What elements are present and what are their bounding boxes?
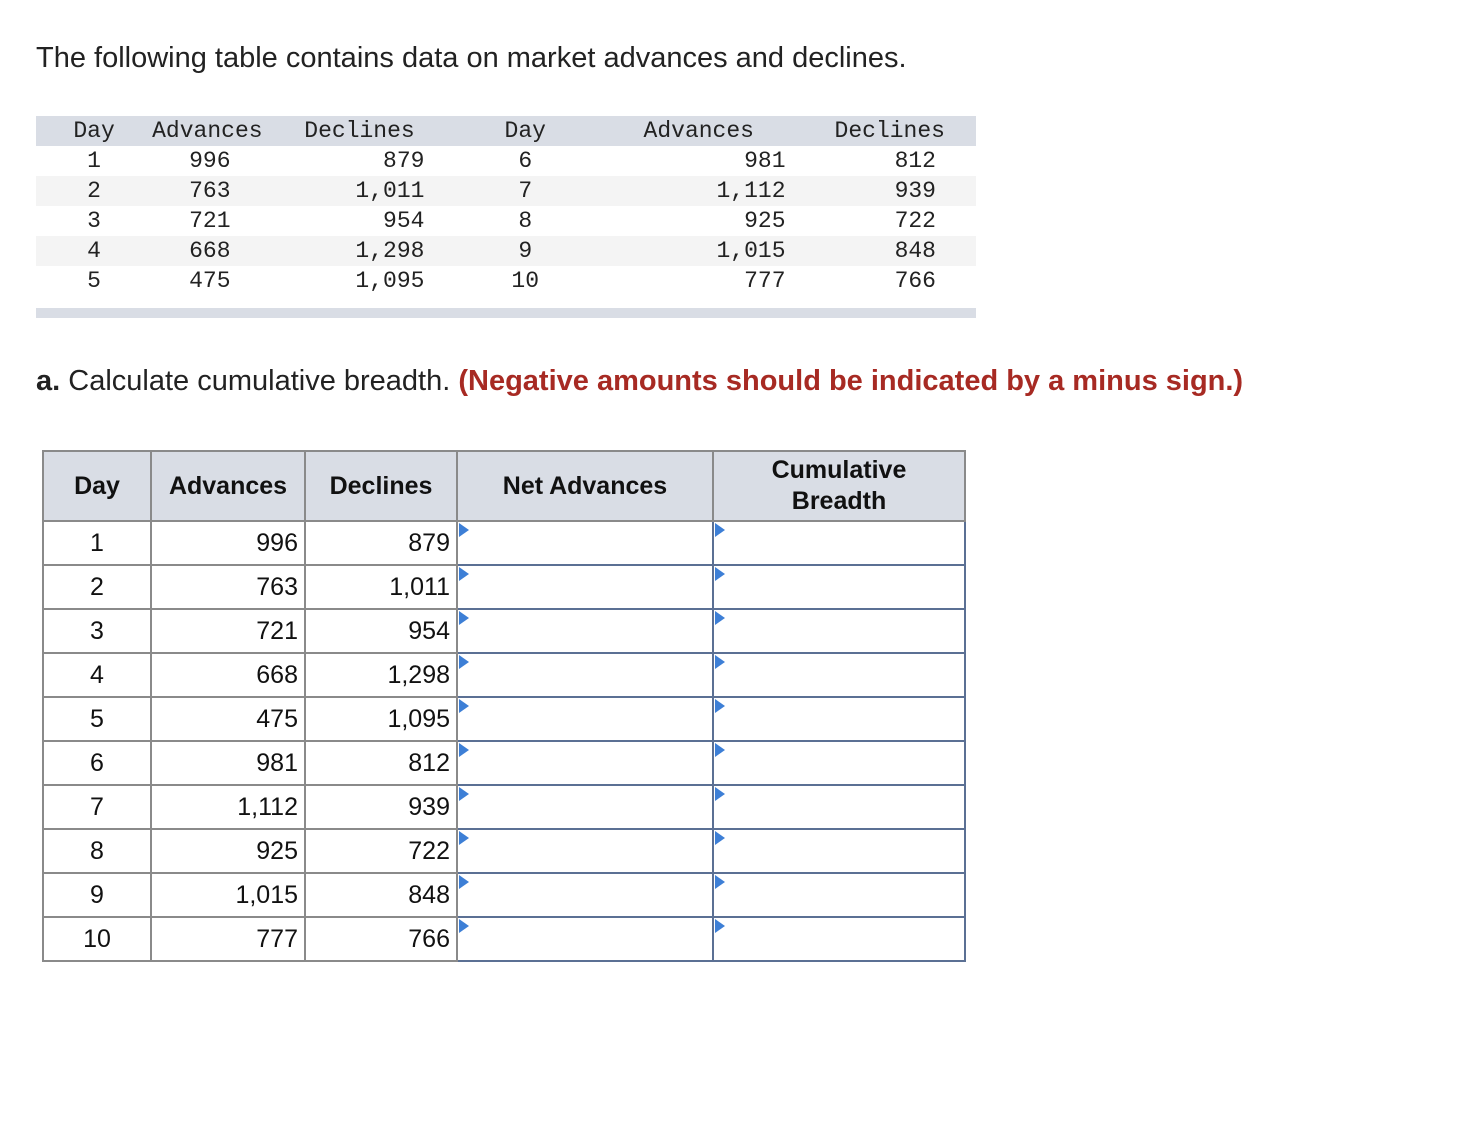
answer-row — [43, 609, 965, 653]
answer-marker-icon — [459, 611, 469, 625]
data-header-declines-2: Declines — [834, 118, 945, 144]
data-cell-declines: 722 — [894, 208, 936, 234]
answer-marker-icon — [459, 743, 469, 757]
answer-row — [43, 653, 965, 697]
data-cell-advances: 668 — [189, 238, 231, 264]
answer-marker-icon — [459, 831, 469, 845]
data-cell-advances: 981 — [744, 148, 786, 174]
answer-marker-icon — [715, 831, 725, 845]
answer-marker-icon — [459, 567, 469, 581]
answer-table — [42, 450, 966, 962]
answer-cell-declines: 722 — [305, 829, 457, 873]
answer-cell-day: 5 — [43, 697, 151, 741]
answer-cell-declines: 1,095 — [305, 697, 457, 741]
answer-cell-day: 4 — [43, 653, 151, 697]
net-advances-input-cell — [457, 917, 713, 961]
answer-marker-icon — [459, 655, 469, 669]
data-cell-advances: 996 — [189, 148, 231, 174]
answer-row — [43, 521, 965, 565]
net-advances-input[interactable] — [458, 523, 712, 563]
net-advances-input-cell — [457, 873, 713, 917]
answer-row — [43, 741, 965, 785]
answer-cell-declines: 848 — [305, 873, 457, 917]
answer-cell-day: 6 — [43, 741, 151, 785]
answer-cell-declines: 879 — [305, 521, 457, 565]
answer-cell-day: 2 — [43, 565, 151, 609]
net-advances-input[interactable] — [458, 919, 712, 959]
answer-cell-advances: 668 — [151, 653, 305, 697]
net-advances-input[interactable] — [458, 655, 712, 695]
data-table-row — [36, 176, 976, 206]
data-header-day-2: Day — [504, 118, 546, 144]
answer-cell-day: 3 — [43, 609, 151, 653]
answer-cell-day: 7 — [43, 785, 151, 829]
data-header-advances-1: Advances — [152, 118, 263, 144]
answer-header-advances: Advances — [151, 451, 305, 521]
answer-header-day: Day — [43, 451, 151, 521]
cumulative-breadth-input[interactable] — [714, 875, 964, 915]
answer-header-row — [43, 451, 965, 521]
data-cell-declines: 1,011 — [355, 178, 425, 204]
data-cell-advances: 475 — [189, 268, 231, 294]
answer-cell-declines: 766 — [305, 917, 457, 961]
answer-marker-icon — [715, 743, 725, 757]
data-cell-declines: 1,095 — [355, 268, 425, 294]
cumulative-breadth-input[interactable] — [714, 567, 964, 607]
data-cell-advances: 925 — [744, 208, 786, 234]
answer-marker-icon — [715, 567, 725, 581]
answer-marker-icon — [715, 523, 725, 537]
cumulative-breadth-input-cell — [713, 829, 965, 873]
answer-header-cumulative-breadth: Cumulative Breadth — [713, 451, 965, 521]
answer-cell-declines: 954 — [305, 609, 457, 653]
data-header-declines-1: Declines — [304, 118, 415, 144]
cumulative-breadth-input-cell — [713, 741, 965, 785]
net-advances-input-cell — [457, 653, 713, 697]
data-header-advances-2: Advances — [643, 118, 754, 144]
net-advances-input-cell — [457, 565, 713, 609]
cumulative-breadth-input-cell — [713, 785, 965, 829]
answer-cell-declines: 812 — [305, 741, 457, 785]
answer-cell-advances: 1,112 — [151, 785, 305, 829]
answer-cell-advances: 1,015 — [151, 873, 305, 917]
net-advances-input[interactable] — [458, 831, 712, 871]
answer-marker-icon — [715, 875, 725, 889]
cumulative-breadth-input[interactable] — [714, 831, 964, 871]
cumulative-breadth-input[interactable] — [714, 919, 964, 959]
data-cell-declines: 954 — [383, 208, 425, 234]
data-cell-day: 2 — [87, 178, 101, 204]
answer-marker-icon — [715, 611, 725, 625]
answer-row — [43, 785, 965, 829]
net-advances-input-cell — [457, 521, 713, 565]
question-letter: a. — [36, 365, 61, 397]
question-text: Calculate cumulative breadth. — [68, 365, 451, 397]
cumulative-breadth-input[interactable] — [714, 611, 964, 651]
intro-text: The following table contains data on market advances and declines. — [36, 42, 907, 74]
data-table-header-row — [36, 116, 976, 146]
data-cell-day: 9 — [518, 238, 533, 264]
data-cell-declines: 1,298 — [355, 238, 425, 264]
cumulative-breadth-input-cell — [713, 565, 965, 609]
answer-cell-advances: 763 — [151, 565, 305, 609]
net-advances-input-cell — [457, 697, 713, 741]
data-cell-day: 1 — [87, 148, 101, 174]
answer-marker-icon — [459, 875, 469, 889]
net-advances-input[interactable] — [458, 567, 712, 607]
data-cell-day: 3 — [87, 208, 101, 234]
cumulative-breadth-input[interactable] — [714, 743, 964, 783]
answer-cell-day: 10 — [43, 917, 151, 961]
data-table-row — [36, 236, 976, 266]
answer-row — [43, 565, 965, 609]
answer-marker-icon — [459, 699, 469, 713]
answer-cell-day: 9 — [43, 873, 151, 917]
answer-marker-icon — [715, 655, 725, 669]
net-advances-input-cell — [457, 741, 713, 785]
cumulative-breadth-input[interactable] — [714, 523, 964, 563]
answer-marker-icon — [715, 787, 725, 801]
answer-cell-advances: 777 — [151, 917, 305, 961]
data-cell-day: 7 — [518, 178, 533, 204]
data-table-row — [36, 206, 976, 236]
net-advances-input[interactable] — [458, 787, 712, 827]
net-advances-input[interactable] — [458, 875, 712, 915]
net-advances-input[interactable] — [458, 611, 712, 651]
cumulative-breadth-input[interactable] — [714, 655, 964, 695]
data-cell-declines: 939 — [894, 178, 936, 204]
data-table-row — [36, 146, 976, 176]
data-cell-declines: 812 — [894, 148, 936, 174]
data-cell-declines: 766 — [894, 268, 936, 294]
data-cell-advances: 1,112 — [716, 178, 786, 204]
data-table-footer-bar — [36, 308, 976, 318]
answer-marker-icon — [715, 919, 725, 933]
data-cell-day: 8 — [518, 208, 533, 234]
data-header-day-1: Day — [73, 118, 115, 144]
data-cell-day: 5 — [87, 268, 101, 294]
question-a — [36, 365, 1243, 398]
cumulative-breadth-input-cell — [713, 609, 965, 653]
answer-cell-advances: 925 — [151, 829, 305, 873]
market-data-table — [36, 116, 976, 296]
answer-marker-icon — [459, 523, 469, 537]
data-cell-day: 4 — [87, 238, 101, 264]
answer-cell-advances: 475 — [151, 697, 305, 741]
cumulative-breadth-input-cell — [713, 873, 965, 917]
data-cell-declines: 848 — [894, 238, 936, 264]
answer-marker-icon — [459, 787, 469, 801]
answer-cell-declines: 1,011 — [305, 565, 457, 609]
net-advances-input-cell — [457, 609, 713, 653]
net-advances-input[interactable] — [458, 743, 712, 783]
answer-row — [43, 829, 965, 873]
cumulative-breadth-input-cell — [713, 917, 965, 961]
answer-cell-day: 1 — [43, 521, 151, 565]
answer-cell-advances: 981 — [151, 741, 305, 785]
answer-cell-advances: 996 — [151, 521, 305, 565]
net-advances-input[interactable] — [458, 699, 712, 739]
data-cell-day: 10 — [511, 268, 540, 294]
answer-row — [43, 917, 965, 961]
data-cell-advances: 777 — [744, 268, 786, 294]
answer-header-declines: Declines — [305, 451, 457, 521]
data-cell-advances: 1,015 — [716, 238, 786, 264]
answer-cell-declines: 939 — [305, 785, 457, 829]
data-table-row — [36, 266, 976, 296]
answer-cell-advances: 721 — [151, 609, 305, 653]
cumulative-breadth-input-cell — [713, 653, 965, 697]
answer-cell-declines: 1,298 — [305, 653, 457, 697]
data-cell-advances: 763 — [189, 178, 231, 204]
answer-row — [43, 873, 965, 917]
cumulative-breadth-input[interactable] — [714, 699, 964, 739]
answer-marker-icon — [459, 919, 469, 933]
cumulative-breadth-input-cell — [713, 521, 965, 565]
question-note: (Negative amounts should be indicated by a minus sign.) — [458, 365, 1244, 397]
cumulative-breadth-input-cell — [713, 697, 965, 741]
net-advances-input-cell — [457, 785, 713, 829]
answer-cell-day: 8 — [43, 829, 151, 873]
data-cell-advances: 721 — [189, 208, 231, 234]
data-cell-declines: 879 — [383, 148, 425, 174]
data-cell-day: 6 — [518, 148, 533, 174]
answer-header-net-advances: Net Advances — [457, 451, 713, 521]
answer-row — [43, 697, 965, 741]
answer-marker-icon — [715, 699, 725, 713]
net-advances-input-cell — [457, 829, 713, 873]
cumulative-breadth-input[interactable] — [714, 787, 964, 827]
